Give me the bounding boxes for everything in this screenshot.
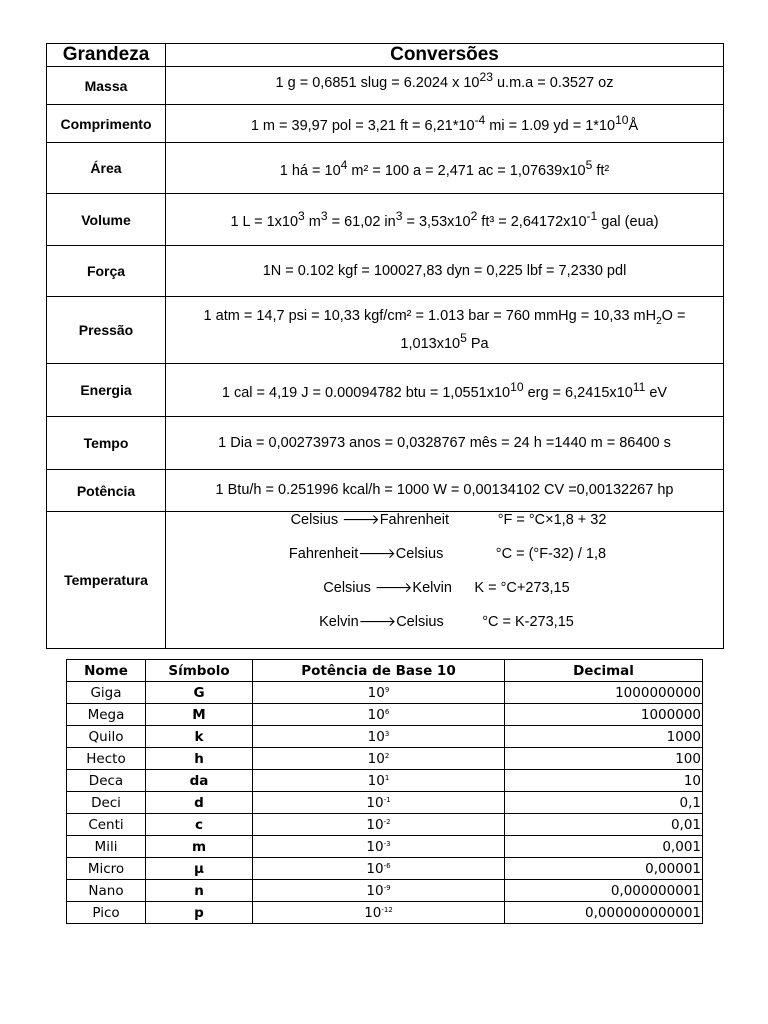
conversion-cell: 1 cal = 4,19 J = 0.00094782 btu = $1,0551x10^{10}$ erg = $6,2415x10^{11}$ eV	[166, 364, 724, 417]
prefix-symbol: µ	[146, 858, 253, 880]
prefix-name: Mega	[67, 704, 146, 726]
prefix-row	[67, 748, 703, 770]
prefix-body	[67, 682, 703, 924]
quantity-cell: Temperatura	[47, 512, 166, 649]
prefix-row	[67, 814, 703, 836]
temperature-line: Celsius 🡒Fahrenheit °F = °C×1,8 + 32	[290, 511, 607, 528]
conversion-cell: 1 há = $10^4$ m² = 100 a = 2,471 ac = $1,07639x10^5$ ft²	[166, 143, 724, 194]
prefix-symbol: M	[146, 704, 253, 726]
prefix-symbol: d	[146, 792, 253, 814]
prefix-decimal: 0,000000000001	[505, 902, 703, 924]
prefix-symbol: p	[146, 902, 253, 924]
prefix-name: Pico	[67, 902, 146, 924]
prefix-decimal: 0,000000001	[505, 880, 703, 902]
conversion-row-volume	[47, 194, 724, 246]
conversion-row-force	[47, 246, 724, 297]
prefix-power-header: Potência de Base 10	[253, 660, 505, 682]
prefix-power: $10^2$	[253, 748, 505, 770]
quantity-cell: Área	[47, 143, 166, 194]
si-prefix-table	[66, 659, 703, 924]
arrow-right-icon: 🡒	[342, 511, 380, 527]
temperature-conversions-cell	[166, 512, 724, 649]
conversion-cell: 1 m = 39,97 pol = 3,21 ft = $6,21*10^{-4}$ mi = 1.09 yd = $1*10^{10}Å$	[166, 105, 724, 143]
quantity-cell: Força	[47, 246, 166, 297]
prefix-name: Micro	[67, 858, 146, 880]
quantity-cell: Tempo	[47, 417, 166, 470]
prefix-row	[67, 682, 703, 704]
prefix-power: $10^3$	[253, 726, 505, 748]
prefix-power: $10^{-3}$	[253, 836, 505, 858]
prefix-name: Deca	[67, 770, 146, 792]
prefix-name: Nano	[67, 880, 146, 902]
prefix-symbol: k	[146, 726, 253, 748]
prefix-name: Centi	[67, 814, 146, 836]
prefix-name: Giga	[67, 682, 146, 704]
prefix-power: $10^{-9}$	[253, 880, 505, 902]
prefix-power: $10^6$	[253, 704, 505, 726]
temperature-line: Kelvin🡒Celsius °C = K-273,15	[319, 613, 574, 630]
prefix-decimal: 10	[505, 770, 703, 792]
prefix-power: $10^1$	[253, 770, 505, 792]
prefix-row	[67, 836, 703, 858]
prefix-power: $10^{-12}$	[253, 902, 505, 924]
arrow-right-icon: 🡒	[358, 613, 397, 629]
prefix-decimal: 1000	[505, 726, 703, 748]
conversion-cell: 1 g = 0,6851 slug = 6.2024 x $10^{23}$ u.m.a = 0.3527 oz	[166, 67, 724, 105]
prefix-row	[67, 902, 703, 924]
prefix-name: Deci	[67, 792, 146, 814]
prefix-decimal: 0,1	[505, 792, 703, 814]
quantity-cell: Volume	[47, 194, 166, 246]
conversion-row-time	[47, 417, 724, 470]
conversion-cell: 1 Btu/h = 0.251996 kcal/h = 1000 W = 0,00134102 CV =0,00132267 hp	[166, 470, 724, 512]
prefix-decimal: 1000000	[505, 704, 703, 726]
prefix-name: Quilo	[67, 726, 146, 748]
prefix-power: $10^{-2}$	[253, 814, 505, 836]
prefix-row	[67, 858, 703, 880]
temperature-line: Fahrenheit🡒Celsius °C = (°F-32) / 1,8	[288, 545, 607, 562]
prefix-symbol: h	[146, 748, 253, 770]
prefix-power: $10^{-1}$	[253, 792, 505, 814]
quantity-cell: Energia	[47, 364, 166, 417]
prefix-row	[67, 792, 703, 814]
prefix-decimal: 100	[505, 748, 703, 770]
conversion-row-temperature	[47, 512, 724, 649]
prefix-header-row	[67, 660, 703, 682]
temperature-line: Celsius 🡒Kelvin K = °C+273,15	[323, 579, 570, 596]
quantity-cell: Potência	[47, 470, 166, 512]
prefix-decimal: 1000000000	[505, 682, 703, 704]
quantity-cell: Massa	[47, 67, 166, 105]
conversion-cell: 1 atm = 14,7 psi = 10,33 kgf/cm² = 1.013 bar = 760 mmHg = 10,33 $mH_2O$ = $1,013x10^5$ Pa	[166, 297, 724, 364]
conversion-cell: 1 Dia = 0,00273973 anos = 0,0328767 mês = 24 h =1440 m = 86400 s	[166, 417, 724, 470]
conversions-header: Conversões	[166, 44, 724, 67]
conversion-row-area	[47, 143, 724, 194]
prefix-name: Mili	[67, 836, 146, 858]
prefix-symbol: c	[146, 814, 253, 836]
conversion-cell: 1 $L = 1x10^3$ $m^3 = 61,02$ $in^3 = 3,53x10^2$ $ft^3 = 2,64172x10^{-1}$ gal (eua)	[166, 194, 724, 246]
prefix-row	[67, 726, 703, 748]
quantity-cell: Comprimento	[47, 105, 166, 143]
prefix-power: $10^{-6}$	[253, 858, 505, 880]
prefix-decimal-header: Decimal	[505, 660, 703, 682]
prefix-row	[67, 704, 703, 726]
prefix-symbol: da	[146, 770, 253, 792]
prefix-name-header: Nome	[67, 660, 146, 682]
conversion-cell: 1N = 0.102 kgf = 100027,83 dyn = 0,225 lbf = 7,2330 pdl	[166, 246, 724, 297]
conversion-row-power	[47, 470, 724, 512]
quantity-cell: Pressão	[47, 297, 166, 364]
prefix-row	[67, 880, 703, 902]
prefix-symbol: G	[146, 682, 253, 704]
conversion-row-length	[47, 105, 724, 143]
prefix-power: $10^9$	[253, 682, 505, 704]
arrow-right-icon: 🡒	[358, 545, 396, 561]
arrow-right-icon: 🡒	[374, 579, 413, 595]
prefix-symbol-header: Símbolo	[146, 660, 253, 682]
prefix-row	[67, 770, 703, 792]
conversion-row-mass	[47, 67, 724, 105]
prefix-decimal: 0,001	[505, 836, 703, 858]
prefix-name: Hecto	[67, 748, 146, 770]
conversion-row-pressure	[47, 297, 724, 364]
prefix-symbol: n	[146, 880, 253, 902]
quantity-header: Grandeza	[47, 44, 166, 67]
conversion-header-row	[47, 44, 724, 67]
conversion-row-energy	[47, 364, 724, 417]
prefix-decimal: 0,01	[505, 814, 703, 836]
prefix-decimal: 0,00001	[505, 858, 703, 880]
conversion-table	[46, 43, 724, 649]
prefix-symbol: m	[146, 836, 253, 858]
